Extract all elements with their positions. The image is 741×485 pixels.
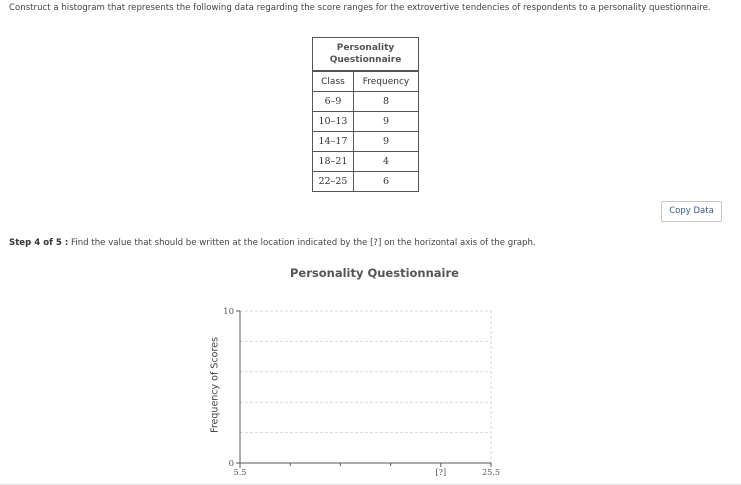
- step-text: Find the value that should be written at the location indicated by the [?] on the horizontal axis of the graph.: [71, 238, 536, 248]
- class-cell: 18–21: [313, 152, 354, 172]
- y-tick-label: 0: [228, 459, 234, 469]
- axes-layer: [236, 311, 491, 468]
- grid-layer: [240, 311, 491, 463]
- y-axis-label: Frequency of Scores: [209, 337, 221, 433]
- column-header-frequency: Frequency: [353, 71, 418, 92]
- frequency-cell: 9: [353, 112, 418, 132]
- frequency-cell: 6: [353, 172, 418, 192]
- y-tick-label: 10: [223, 307, 234, 317]
- question-prompt: Construct a histogram that represents the following data regarding the score ranges for the extrovertive tendencies of respondents to a personality questionnaire.: [9, 3, 711, 13]
- class-cell: 10–13: [313, 112, 354, 132]
- column-header-class: Class: [313, 71, 354, 92]
- frequency-cell: 9: [353, 132, 418, 152]
- x-tick-label: [?]: [435, 468, 447, 477]
- frequency-cell: 8: [353, 92, 418, 112]
- step-label: Step 4 of 5 :: [9, 238, 69, 248]
- class-cell: 14–17: [313, 132, 354, 152]
- ticks-layer: [223, 307, 500, 477]
- copy-data-button[interactable]: Copy Data: [661, 201, 722, 222]
- frequency-cell: 4: [353, 152, 418, 172]
- chart-title: Personality Questionnaire: [290, 266, 459, 280]
- class-cell: 6–9: [313, 92, 354, 112]
- class-cell: 22–25: [313, 172, 354, 192]
- table-title-line2: Questionnaire: [329, 55, 402, 65]
- x-tick-label: 25.5: [482, 468, 500, 477]
- table-title-line1: Personality: [336, 42, 395, 53]
- x-tick-label: 5.5: [233, 468, 247, 477]
